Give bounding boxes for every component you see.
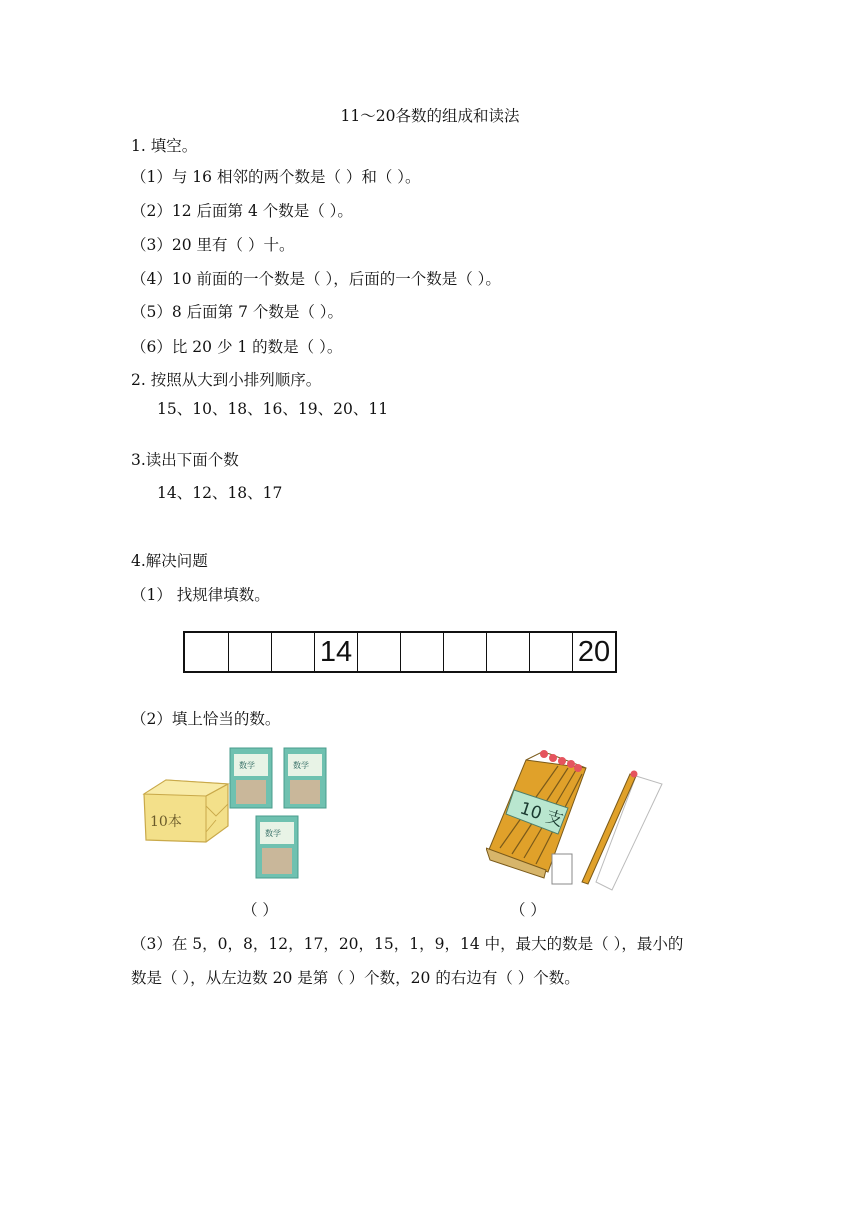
sequence-cell[interactable] — [271, 633, 314, 671]
answer-blank-pencils[interactable]: （ ） — [510, 901, 546, 919]
sequence-cell[interactable] — [400, 633, 443, 671]
q2-numbers: 15、10、18、16、19、20、11 — [157, 400, 389, 418]
answer-blank-books[interactable]: （ ） — [242, 901, 278, 919]
sequence-cell[interactable] — [529, 633, 572, 671]
q1-heading: 1. 填空。 — [131, 137, 198, 155]
q1-item-3: （3）20 里有（ ）十。 — [131, 236, 295, 254]
sequence-cell[interactable] — [443, 633, 486, 671]
svg-text:数学: 数学 — [293, 761, 309, 770]
eraser-icon — [552, 854, 572, 884]
q3-heading: 3.读出下面个数 — [131, 451, 239, 469]
book-icon — [256, 816, 298, 878]
q4-part1: （1） 找规律填数。 — [131, 586, 270, 604]
pencils-illustration — [486, 748, 676, 894]
sequence-cell[interactable] — [228, 633, 271, 671]
q1-item-1: （1）与 16 相邻的两个数是（ ）和（ ）。 — [131, 168, 421, 186]
sequence-cell: 14 — [314, 633, 357, 671]
book-icon — [284, 748, 326, 808]
q3-numbers: 14、12、18、17 — [157, 484, 283, 502]
q4-part3-line1: （3）在 5，0，8，12，17，20，15，1，9，14 中，最大的数是（ ），最小的 — [131, 935, 684, 953]
book-bundle-icon — [144, 780, 228, 842]
q4-part2: （2）填上恰当的数。 — [131, 710, 281, 728]
page-title: 11～20各数的组成和读法 — [340, 107, 520, 125]
q1-item-5: （5）8 后面第 7 个数是（ ）。 — [131, 303, 344, 321]
sequence-cell[interactable] — [486, 633, 529, 671]
svg-text:数学: 数学 — [265, 829, 281, 838]
sequence-cell[interactable] — [357, 633, 400, 671]
pencil-icon — [582, 771, 662, 891]
books-illustration — [136, 744, 336, 884]
bundle-label: 10本 — [150, 814, 182, 830]
q2-heading: 2. 按照从大到小排列顺序。 — [131, 371, 322, 389]
q1-item-6: （6）比 20 少 1 的数是（ ）。 — [131, 338, 343, 356]
pencil-bundle-label: 10 支 — [517, 798, 566, 832]
sequence-cell[interactable] — [185, 633, 228, 671]
sequence-grid — [183, 631, 617, 673]
q1-item-4: （4）10 前面的一个数是（ ），后面的一个数是（ ）。 — [131, 270, 501, 288]
svg-text:数学: 数学 — [239, 761, 255, 770]
q4-heading: 4.解决问题 — [131, 552, 208, 570]
q4-part3-line2: 数是（ ），从左边数 20 是第（ ）个数，20 的右边有（ ）个数。 — [131, 969, 580, 987]
sequence-cell: 20 — [572, 633, 615, 671]
q1-item-2: （2）12 后面第 4 个数是（ ）。 — [131, 202, 353, 220]
book-icon — [230, 748, 272, 808]
